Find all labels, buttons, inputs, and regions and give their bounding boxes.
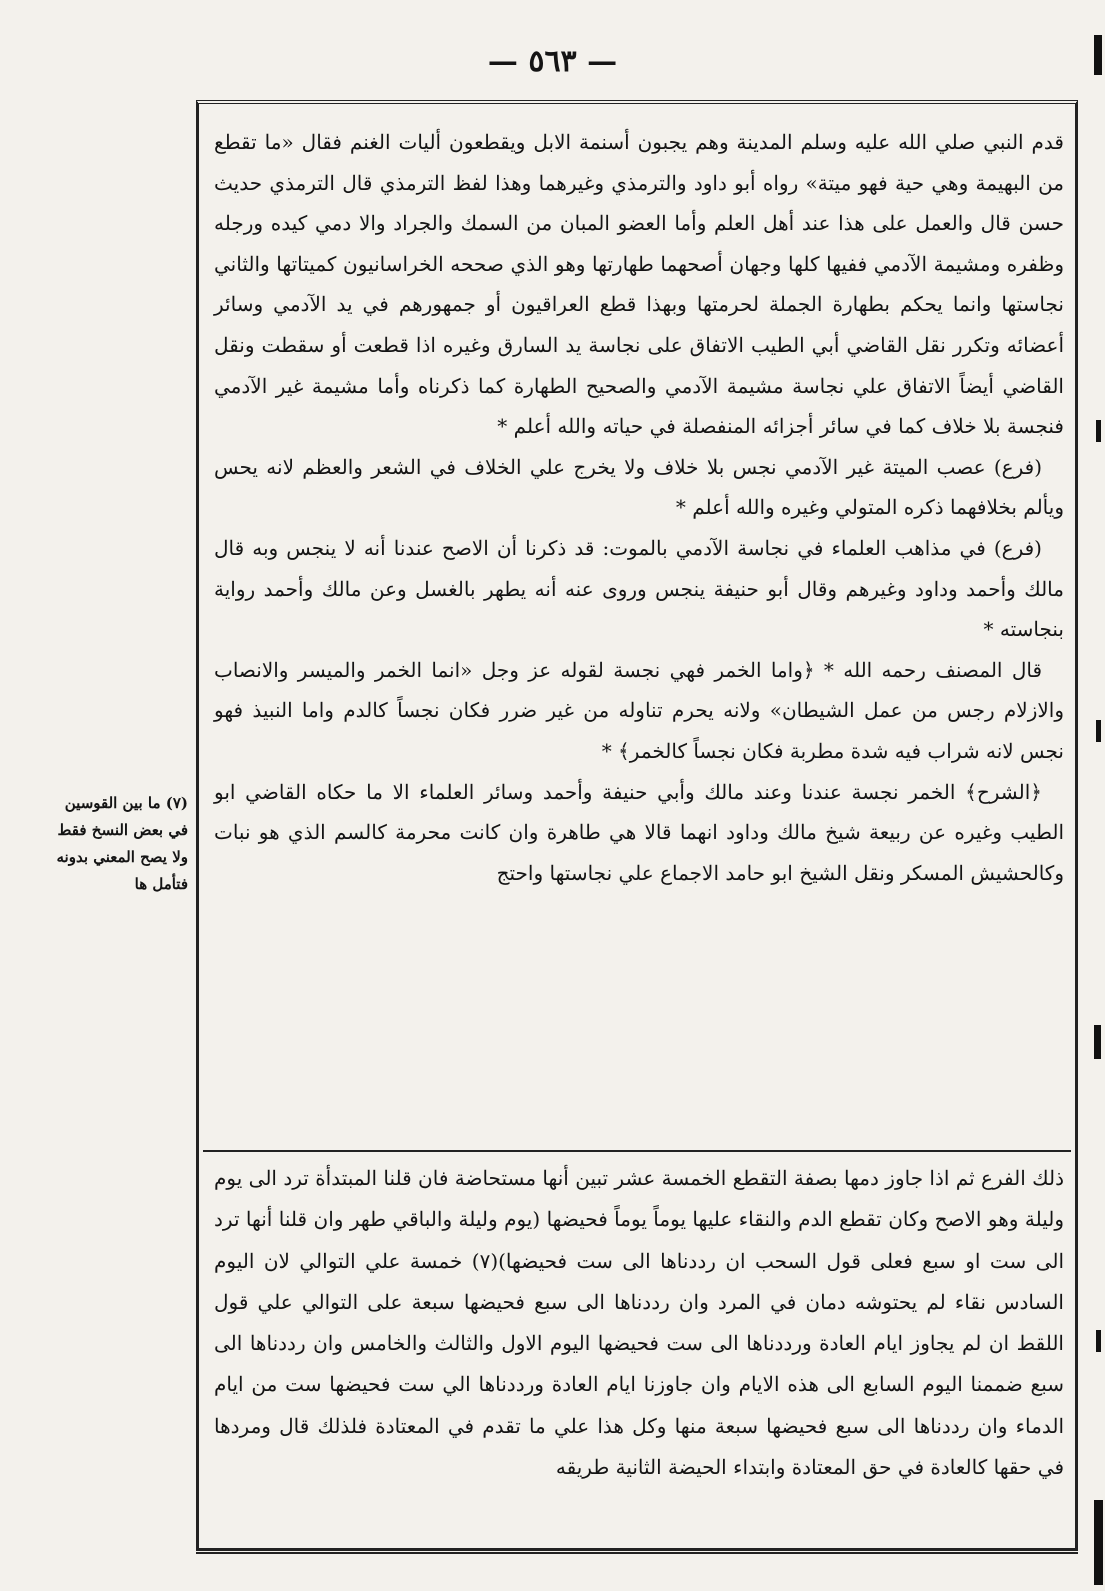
page-frame-bottom-rule (196, 1548, 1078, 1554)
main-text (214, 122, 1064, 893)
commentary-text (214, 1158, 1064, 1488)
scan-edge-mark (1096, 420, 1101, 442)
section-divider (203, 1150, 1071, 1152)
scan-edge-mark (1096, 720, 1101, 742)
scan-edge-mark (1094, 35, 1102, 75)
main-paragraph: ﴿الشرح﴾ الخمر نجسة عندنا وعند مالك وأبي حنيفة وأحمد وسائر العلماء الا ما حكاه القاضي ابو الطيب وغيره عن ربيعة شيخ مالك وداود انهما قالا هي طاهرة وان كانت محرمة كالسم الذي هو نبات وكالحشيش المسكر ونقل الشيخ ابو حامد الاجماع علي نجاستها واحتج (214, 779, 1064, 885)
commentary-paragraph: ذلك الفرع ثم اذا جاوز دمها بصفة التقطع الخمسة عشر تبين أنها مستحاضة فان قلنا المبتدأة ترد الى يوم وليلة وهو الاصح وكان تقطع الدم والنقاء عليها يوماً يوماً فحيضها (يوم وليلة والباقي طهر وان قلنا أنها ترد الى ست او سبع فعلى قول السحب ان رددناها الى ست فحيضها)(٧) خمسة علي التوالي لان اليوم السادس نقاء لم يحتوشه دمان في المرد وان رددناها الى سبع فحيضها سبعة على التوالي علي قول اللقط ان لم يجاوز ايام العادة ورددناها الى ست فحيضها اليوم الاول والثالث والخامس وان رددناها الى سبع ضممنا اليوم السابع الى هذه الايام وان جاوزنا ايام العادة ورددناها الي ست فحيضها ست من ايام الدماء وان رددناها الى سبع فحيضها سبعة منها وكل هذا علي ما تقدم في المعتادة فلذلك قال ومردها في حقها كالعادة في حق المعتادة وابتداء الحيضة الثانية طريقه (214, 1166, 1065, 1480)
scan-edge-mark (1094, 1025, 1101, 1059)
page-number: — ٥٦٣ — (487, 44, 618, 79)
main-paragraph: (فرع) عصب الميتة غير الآدمي نجس بلا خلاف ولا يخرج علي الخلاف في الشعر والعظم لانه يحس ويألم بخلافهما ذكره المتولي وغيره والله أعلم * (214, 454, 1064, 520)
scan-edge-mark (1094, 1500, 1103, 1585)
scan-edge-mark (1096, 1330, 1101, 1352)
main-paragraph: قدم النبي صلي الله عليه وسلم المدينة وهم يجبون أسنمة الابل ويقطعون أليات الغنم فقال «ما تقطع من البهيمة وهي حية فهو ميتة» رواه أبو داود والترمذي وغيرهما وهذا لفظ الترمذي قال الترمذي حديث حسن قال والعمل على هذا عند أهل العلم وأما العضو المبان من السمك والجراد والا دمي كيده ورجله وظفره ومشيمة الآدمي ففيها كلها وجهان أصحهما طهارتها وهو الذي صححه الخراسانيون كميتاتها والثاني نجاستها وانما يحكم بطهارة الجملة لحرمتها وبهذا قطع العراقيون أو جمهورهم في يد الآدمي وسائر أعضائه وتكرر نقل القاضي أبي الطيب الاتفاق على نجاسة يد السارق وغيره اذا قطعت أو سقطت ونقل القاضي أيضاً الاتفاق علي نجاسة مشيمة الآدمي والصحيح الطهارة كما ذكرناه وأما مشيمة غير الآدمي فنجسة بلا خلاف كما في سائر أجزائه المنفصلة في حياته والله أعلم * (214, 130, 1065, 439)
margin-note: (٧) ما بين القوسين في بعض النسخ فقط ولا يصح المعني بدونه فتأمل ها (56, 794, 188, 893)
main-paragraph: (فرع) في مذاهب العلماء في نجاسة الآدمي بالموت: قد ذكرنا أن الاصح عندنا أنه لا ينجس وبه قال مالك وأحمد وداود وغيرهم وقال أبو حنيفة ينجس وروى عنه أنه يطهر بالغسل وعن مالك وأحمد رواية بنجاسته * (214, 535, 1064, 642)
main-paragraph: قال المصنف رحمه الله * ﴿واما الخمر فهي نجسة لقوله عز وجل «انما الخمر والميسر والانصاب والازلام رجس من عمل الشيطان» ولانه يحرم تناوله من غير ضرر فكان نجساً كالدم واما النبيذ فهو نجس لانه شراب فيه شدة مطربة فكان نجساً كالخمر﴾ * (214, 657, 1064, 763)
